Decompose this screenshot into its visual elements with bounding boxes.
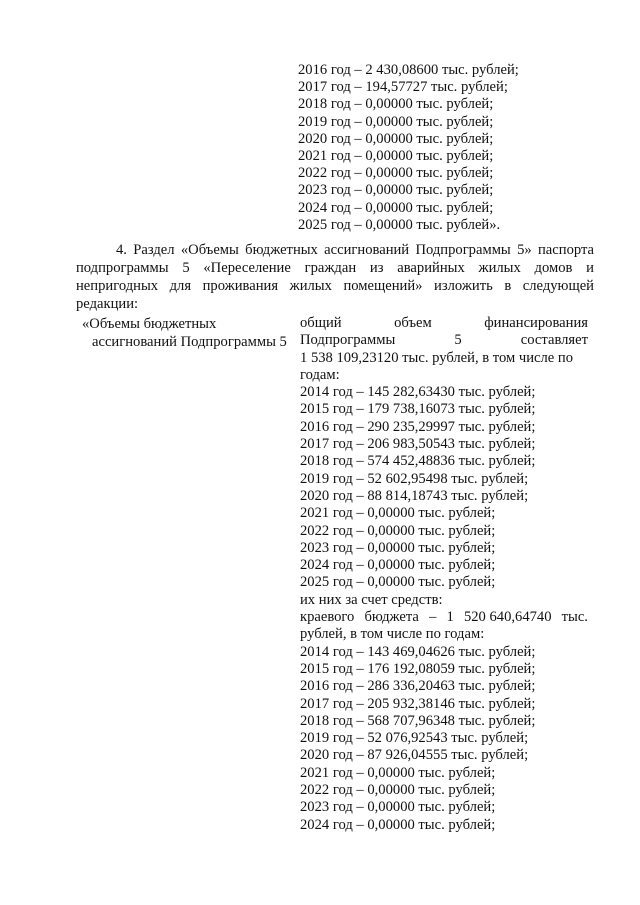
list-item: 2022 год – 0,00000 тыс. рублей; bbox=[300, 522, 496, 539]
justified-line bbox=[300, 609, 588, 626]
list-item: 2019 год – 52 076,92543 тыс. рублей; bbox=[300, 730, 529, 747]
word: финансирования bbox=[484, 315, 588, 331]
list-item: 2023 год – 0,00000 тыс. рублей; bbox=[300, 539, 496, 556]
list-item: 2020 год – 0,00000 тыс. рублей; bbox=[298, 130, 494, 147]
list-item: 2016 год – 2 430,08600 тыс. рублей; bbox=[298, 62, 519, 78]
list-item: 2019 год – 0,00000 тыс. рублей; bbox=[298, 113, 494, 130]
list-item: 2024 год – 0,00000 тыс. рублей; bbox=[300, 816, 496, 833]
list-item: 2021 год – 0,00000 тыс. рублей; bbox=[300, 764, 496, 781]
list-item: 2015 год – 176 192,08059 тыс. рублей; bbox=[300, 660, 536, 677]
list-item: 2020 год – 87 926,04555 тыс. рублей; bbox=[300, 747, 529, 764]
by-years-label: годам: bbox=[300, 366, 340, 383]
word: тыс. bbox=[561, 609, 588, 626]
word: – bbox=[429, 609, 437, 626]
list-item: 2023 год – 0,00000 тыс. рублей; bbox=[300, 799, 496, 816]
list-item: 2019 год – 52 602,95498 тыс. рублей; bbox=[300, 470, 529, 487]
list-item: 2016 год – 290 235,29997 тыс. рублей; bbox=[300, 418, 536, 435]
word: составляет bbox=[520, 332, 588, 349]
list-item: 2021 год – 0,00000 тыс. рублей; bbox=[300, 505, 496, 522]
list-item: 2021 год – 0,00000 тыс. рублей; bbox=[298, 147, 494, 164]
word: объем bbox=[394, 315, 432, 331]
word: бюджета bbox=[364, 609, 419, 626]
justified-line bbox=[300, 315, 588, 332]
list-item: 2017 год – 206 983,50543 тыс. рублей; bbox=[300, 436, 536, 453]
list-item: 2022 год – 0,00000 тыс. рублей; bbox=[300, 782, 496, 799]
label-line: «Объемы бюджетных bbox=[82, 316, 217, 332]
word: общий bbox=[300, 315, 342, 331]
word: 1 bbox=[446, 609, 454, 626]
word: Подпрограммы bbox=[300, 332, 396, 349]
table-label-cell bbox=[76, 315, 296, 351]
list-item: 2023 год – 0,00000 тыс. рублей; bbox=[298, 182, 494, 199]
amendment-paragraph: 4. Раздел «Объемы бюджетных ассигнований Подпрограммы 5» паспорта подпрограммы 5 «Переселение граждан из аварийных жилых домов и непригодных для проживания жилых помещений» изложить в следующей редакции: bbox=[76, 242, 594, 312]
list-item: 2016 год – 286 336,20463 тыс. рублей; bbox=[300, 678, 536, 695]
word: 5 bbox=[454, 332, 462, 349]
label-line: ассигнований Подпрограммы 5 bbox=[92, 334, 287, 350]
list-item: 2014 год – 143 469,04626 тыс. рублей; bbox=[300, 643, 536, 660]
table-value-cell bbox=[300, 315, 588, 834]
list-item: 2018 год – 0,00000 тыс. рублей; bbox=[298, 96, 494, 113]
sources-label: их них за счет средств: bbox=[300, 591, 443, 608]
list-item: 2025 год – 0,00000 тыс. рублей». bbox=[298, 216, 501, 233]
list-item: 2015 год – 179 738,16073 тыс. рублей; bbox=[300, 401, 536, 418]
regional-tail: рублей, в том числе по годам: bbox=[300, 626, 485, 643]
total-amount: 1 538 109,23120 тыс. рублей, в том числе по bbox=[300, 349, 574, 366]
list-item: 2017 год – 194,57727 тыс. рублей; bbox=[298, 79, 508, 96]
list-item: 2022 год – 0,00000 тыс. рублей; bbox=[298, 165, 494, 182]
justified-line bbox=[300, 332, 588, 349]
list-item: 2024 год – 0,00000 тыс. рублей; bbox=[298, 199, 494, 216]
word: краевого bbox=[300, 609, 355, 626]
list-item: 2020 год – 88 814,18743 тыс. рублей; bbox=[300, 487, 529, 504]
list-item: 2018 год – 568 707,96348 тыс. рублей; bbox=[300, 712, 536, 729]
word: 520 640,64740 bbox=[463, 609, 552, 626]
funding-years-list-continued bbox=[298, 62, 598, 234]
list-item: 2014 год – 145 282,63430 тыс. рублей; bbox=[300, 384, 536, 401]
list-item: 2025 год – 0,00000 тыс. рублей; bbox=[300, 574, 496, 591]
list-item: 2018 год – 574 452,48836 тыс. рублей; bbox=[300, 453, 536, 470]
list-item: 2024 год – 0,00000 тыс. рублей; bbox=[300, 557, 496, 574]
list-item: 2017 год – 205 932,38146 тыс. рублей; bbox=[300, 695, 536, 712]
